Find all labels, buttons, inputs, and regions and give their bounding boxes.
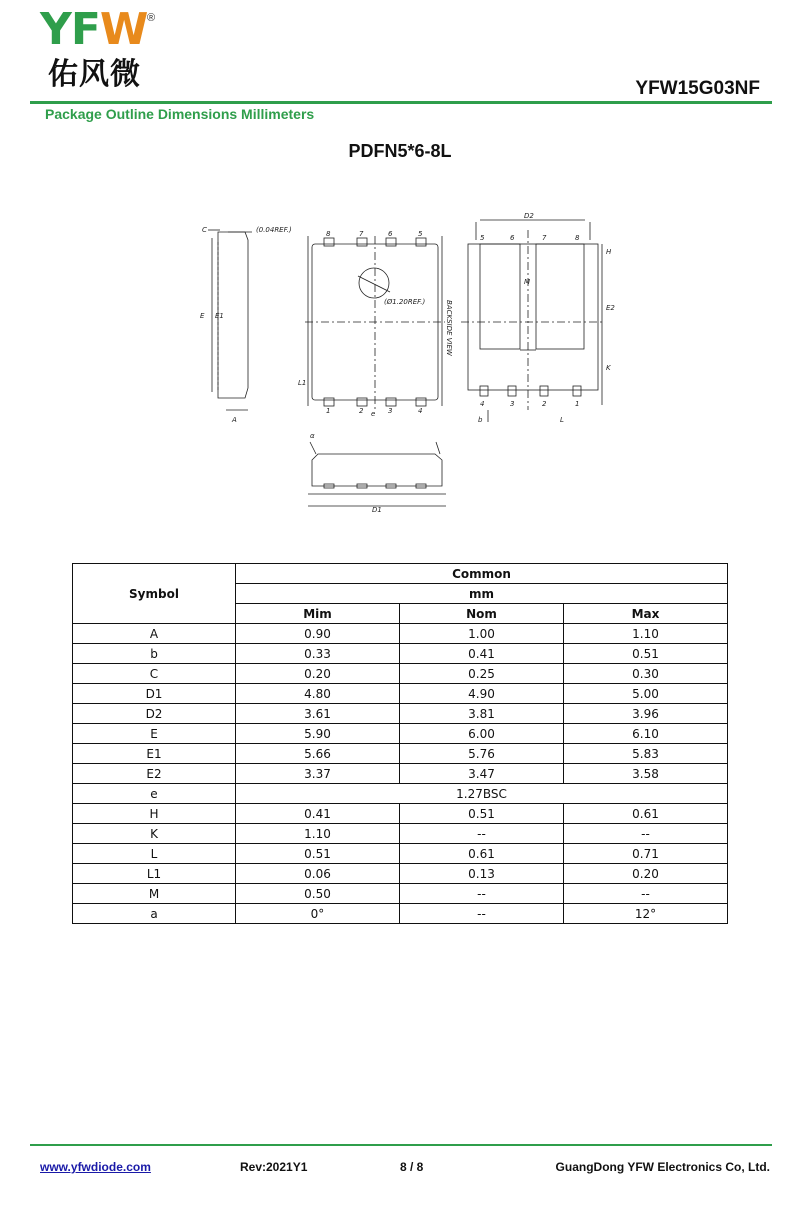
cell-symbol: D1 [73, 684, 236, 704]
dim-label-c: C [202, 226, 207, 234]
pin-label: 8 [326, 230, 331, 238]
cell-value-span: 1.27BSC [236, 784, 728, 804]
cell-symbol: M [73, 884, 236, 904]
section-title: Package Outline Dimensions Millimeters [45, 106, 315, 122]
cell-nom: 3.47 [400, 764, 564, 784]
cell-symbol: b [73, 644, 236, 664]
pin-label: 8 [575, 234, 580, 242]
cell-min: 5.66 [236, 744, 400, 764]
cell-symbol: e [73, 784, 236, 804]
cell-min: 3.37 [236, 764, 400, 784]
cell-symbol: L1 [73, 864, 236, 884]
cell-max: 0.61 [564, 804, 728, 824]
cell-max: -- [564, 884, 728, 904]
footer-divider [30, 1144, 772, 1146]
cell-nom: 4.90 [400, 684, 564, 704]
dim-label-ref004: (0.04REF.) [256, 226, 292, 234]
dim-label-l1: L1 [298, 379, 307, 387]
cell-symbol: K [73, 824, 236, 844]
dim-label-l: L [560, 416, 564, 424]
cell-nom: 1.00 [400, 624, 564, 644]
package-outline-drawing [190, 210, 620, 515]
unit-header: mm [236, 584, 728, 604]
cell-nom: -- [400, 824, 564, 844]
table-row [73, 784, 728, 804]
part-number: YFW15G03NF [635, 78, 760, 99]
cell-max: 6.10 [564, 724, 728, 744]
pin-label: 2 [359, 407, 364, 415]
table-row [73, 864, 728, 884]
dim-label-b: b [478, 416, 483, 424]
cell-symbol: H [73, 804, 236, 824]
pin-label: 3 [388, 407, 393, 415]
dim-label-ref120: (Ø1.20REF.) [384, 298, 426, 306]
table-row [73, 904, 728, 924]
cell-min: 0° [236, 904, 400, 924]
table-row [73, 804, 728, 824]
cell-max: 0.71 [564, 844, 728, 864]
col-header-min: Mim [236, 604, 400, 624]
cell-nom: -- [400, 904, 564, 924]
dim-label-m: M [524, 278, 531, 286]
cell-max: 3.58 [564, 764, 728, 784]
pin-label: 5 [480, 234, 485, 242]
cell-nom: -- [400, 884, 564, 904]
cell-symbol: C [73, 664, 236, 684]
cell-min: 0.33 [236, 644, 400, 664]
table-row [73, 724, 728, 744]
cell-min: 0.90 [236, 624, 400, 644]
cell-max: 0.20 [564, 864, 728, 884]
cell-symbol: E1 [73, 744, 236, 764]
revision: Rev:2021Y1 [240, 1160, 308, 1174]
cell-nom: 0.41 [400, 644, 564, 664]
table-row [73, 884, 728, 904]
table-row [73, 764, 728, 784]
table-row [73, 704, 728, 724]
cell-min: 0.41 [236, 804, 400, 824]
cell-min: 0.51 [236, 844, 400, 864]
dim-label-e2: E2 [606, 304, 615, 312]
cell-max: -- [564, 824, 728, 844]
cell-min: 1.10 [236, 824, 400, 844]
dim-label-a: A [232, 416, 237, 424]
dim-label-d2: D2 [524, 212, 534, 220]
cell-symbol: D2 [73, 704, 236, 724]
pin-label: 7 [542, 234, 547, 242]
website-link[interactable]: www.yfwdiode.com [40, 1160, 151, 1174]
company-logo: YFW [40, 4, 148, 55]
dim-label-alpha: α [310, 432, 315, 440]
package-title: PDFN5*6-8L [348, 141, 452, 161]
pin-label: 6 [388, 230, 393, 238]
dim-label-e1: E1 [215, 312, 224, 320]
cell-max: 0.30 [564, 664, 728, 684]
cell-symbol: E2 [73, 764, 236, 784]
cell-min: 3.61 [236, 704, 400, 724]
col-header-nom: Nom [400, 604, 564, 624]
col-header-max: Max [564, 604, 728, 624]
table-row [73, 824, 728, 844]
table-row [73, 684, 728, 704]
cell-nom: 6.00 [400, 724, 564, 744]
dimensions-table [72, 563, 728, 924]
header-divider [30, 101, 772, 104]
cell-min: 0.06 [236, 864, 400, 884]
company-logo-chinese: 佑风微 [48, 57, 141, 92]
cell-nom: 0.25 [400, 664, 564, 684]
cell-min: 5.90 [236, 724, 400, 744]
cell-symbol: E [73, 724, 236, 744]
table-row [73, 744, 728, 764]
dim-label-k: K [606, 364, 611, 372]
table-row [73, 664, 728, 684]
cell-max: 12° [564, 904, 728, 924]
company-name: GuangDong YFW Electronics Co, Ltd. [555, 1160, 770, 1174]
pin-label: 7 [359, 230, 364, 238]
cell-min: 0.50 [236, 884, 400, 904]
symbol-header: Symbol [73, 564, 236, 624]
pin-label: 1 [575, 400, 580, 408]
cell-nom: 0.61 [400, 844, 564, 864]
cell-max: 0.51 [564, 644, 728, 664]
dim-label-d1: D1 [372, 506, 382, 514]
pin-label: 6 [510, 234, 515, 242]
registered-mark: ® [147, 12, 156, 24]
pin-label: 4 [418, 407, 423, 415]
cell-min: 0.20 [236, 664, 400, 684]
cell-symbol: A [73, 624, 236, 644]
cell-max: 5.83 [564, 744, 728, 764]
cell-nom: 3.81 [400, 704, 564, 724]
cell-max: 3.96 [564, 704, 728, 724]
cell-max: 1.10 [564, 624, 728, 644]
cell-nom: 0.51 [400, 804, 564, 824]
cell-symbol: a [73, 904, 236, 924]
dim-label-backside: BACKSIDE VIEW [445, 300, 453, 356]
cell-nom: 5.76 [400, 744, 564, 764]
dim-label-h: H [606, 248, 612, 256]
pin-label: 3 [510, 400, 515, 408]
cell-nom: 0.13 [400, 864, 564, 884]
cell-max: 5.00 [564, 684, 728, 704]
table-row [73, 844, 728, 864]
dim-label-pitch: e [371, 410, 376, 418]
pin-label: 2 [542, 400, 547, 408]
pin-label: 5 [418, 230, 423, 238]
cell-symbol: L [73, 844, 236, 864]
table-row [73, 624, 728, 644]
table-row [73, 644, 728, 664]
pin-label: 4 [480, 400, 485, 408]
common-header: Common [236, 564, 728, 584]
page-number: 8 / 8 [400, 1160, 424, 1174]
cell-min: 4.80 [236, 684, 400, 704]
pin-label: 1 [326, 407, 331, 415]
dim-label-e: E [200, 312, 205, 320]
